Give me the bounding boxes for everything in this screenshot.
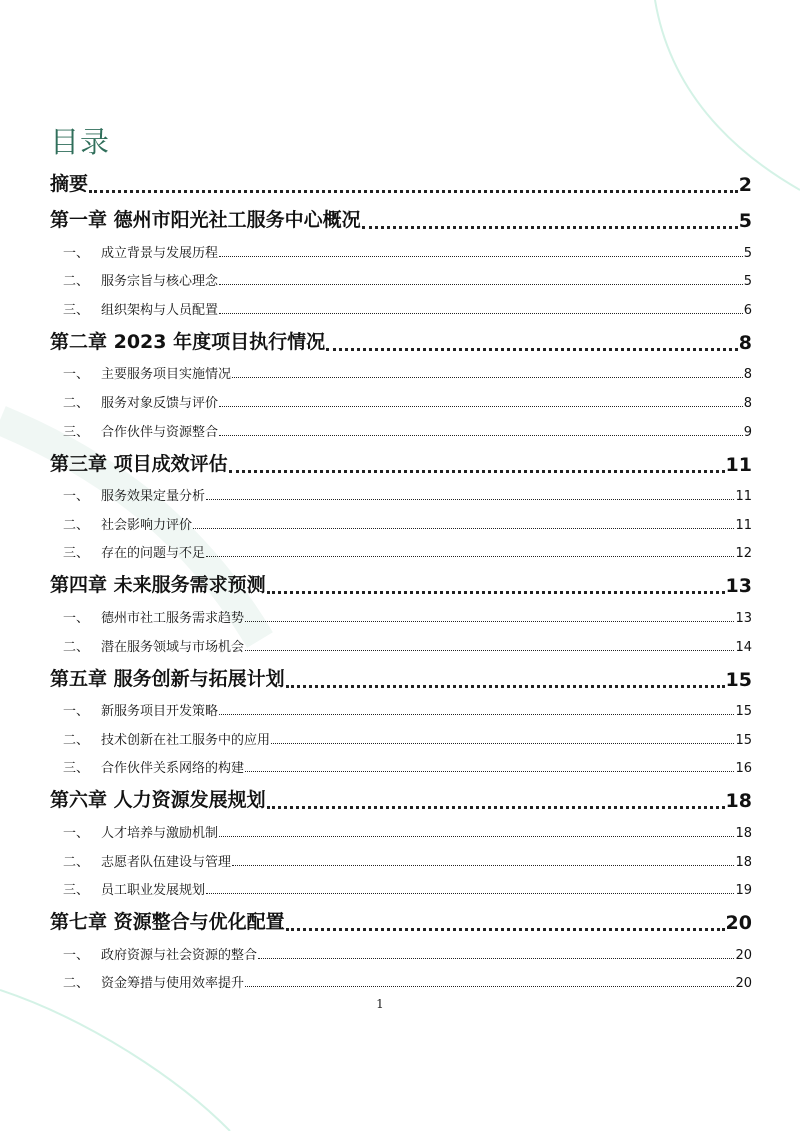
toc-entry-text: 组织架构与人员配置 [101,302,219,318]
toc-entry-title [63,879,205,901]
page-number: 1 [376,997,384,1011]
toc-entry-title [63,972,244,994]
toc-entry-title [50,570,266,600]
toc-dot-leader [362,226,738,229]
toc-entry-prefix: 二、 [63,395,90,411]
toc-entry-title [63,363,231,385]
toc-dot-leader [219,284,743,285]
toc-section-entry[interactable] [50,937,752,966]
toc-entry-title [63,421,218,443]
toc-title: 目录 [50,125,111,159]
toc-dot-leader [206,499,734,500]
toc-dot-leader [219,256,743,257]
toc-entry-prefix: 三、 [63,424,90,440]
toc-entry-prefix: 一、 [63,825,90,841]
toc-dot-leader [258,958,734,959]
toc-entry-title [63,542,205,564]
toc-entry-title [63,299,218,321]
toc-entry-title [63,729,270,751]
toc-entry-text: 员工职业发展规划 [101,883,206,899]
toc-section-entry[interactable] [50,600,752,629]
toc-page-number: 6 [743,302,752,318]
toc-section-entry[interactable] [50,722,752,751]
toc-entry-prefix: 三、 [63,761,90,777]
toc-section-entry[interactable] [50,292,752,321]
toc-entry-text: 第七章 资源整合与优化配置 [50,911,285,934]
toc-section-entry[interactable] [50,751,752,780]
toc-page-number: 5 [738,210,752,232]
toc-page-number: 2 [738,174,752,196]
toc-page-number: 8 [743,367,752,383]
toc-page-number: 5 [743,274,752,290]
toc-dot-leader [245,650,734,651]
toc-entry-title [63,242,218,264]
toc-chapter-entry[interactable] [50,166,752,199]
toc-page-number: 8 [738,331,752,354]
toc-page-number: 18 [725,790,752,813]
toc-page-number: 20 [725,912,752,935]
toc-chapter-entry[interactable] [50,321,752,357]
toc-dot-leader [219,406,743,407]
toc-dot-leader [193,528,734,529]
toc-entry-text: 服务对象反馈与评价 [101,395,219,411]
toc-page-number: 16 [735,761,752,777]
toc-section-entry[interactable] [50,357,752,386]
toc-entry-prefix: 三、 [63,883,90,899]
toc-entry-title [63,700,218,722]
toc-section-entry[interactable] [50,815,752,844]
toc-entry-text: 技术创新在社工服务中的应用 [101,732,271,748]
toc-section-entry[interactable] [50,385,752,414]
toc-entry-text: 潜在服务领域与市场机会 [101,639,245,655]
toc-entry-text: 第四章 未来服务需求预测 [50,574,266,597]
toc-entry-prefix: 三、 [63,302,90,318]
toc-entry-title [50,785,266,815]
toc-entry-text: 人才培养与激励机制 [101,825,219,841]
toc-entry-text: 摘要 [50,173,89,195]
toc-entry-prefix: 一、 [63,367,90,383]
toc-entry-text: 德州市社工服务需求趋势 [101,610,245,626]
toc-entry-title [50,169,88,199]
toc-page-number: 11 [735,517,752,533]
toc-entry-title [50,664,285,694]
toc-entry-title [63,485,205,507]
toc-entry-title [63,757,244,779]
toc-section-entry[interactable] [50,479,752,508]
toc-entry-title [63,944,257,966]
toc-dot-leader [286,685,725,688]
toc-section-entry[interactable] [50,507,752,536]
toc-dot-leader [267,591,725,594]
toc-section-entry[interactable] [50,844,752,873]
toc-entry-prefix: 二、 [63,854,90,870]
toc-section-entry[interactable] [50,873,752,902]
toc-chapter-entry[interactable] [50,779,752,815]
toc-entry-title [50,907,285,937]
toc-page-number: 13 [735,610,752,626]
toc-entry-title [63,636,244,658]
toc-entry-prefix: 二、 [63,639,90,655]
toc-page-number: 15 [735,732,752,748]
toc-entry-prefix: 一、 [63,610,90,626]
toc-dot-leader [245,986,734,987]
toc-dot-leader [267,806,725,809]
toc-dot-leader [326,348,738,351]
toc-page-number: 11 [735,489,752,505]
toc-page-number: 20 [735,976,752,992]
toc-dot-leader [219,313,743,314]
toc-entry-title [63,607,244,629]
toc-page-number: 19 [735,883,752,899]
toc-section-entry[interactable] [50,235,752,264]
toc-dot-leader [271,743,734,744]
toc-entry-text: 政府资源与社会资源的整合 [101,947,258,963]
toc-entry-prefix: 二、 [63,732,90,748]
toc-chapter-entry[interactable] [50,443,752,479]
toc-entry-text: 第五章 服务创新与拓展计划 [50,667,285,690]
toc-dot-leader [219,714,734,715]
toc-section-entry[interactable] [50,966,752,995]
toc-chapter-entry[interactable] [50,658,752,694]
toc-chapter-entry[interactable] [50,564,752,600]
toc-entry-prefix: 二、 [63,976,90,992]
toc-entry-text: 服务效果定量分析 [101,489,206,505]
toc-entry-title [50,327,325,357]
toc-page-number: 18 [735,854,752,870]
toc-dot-leader [286,928,725,931]
toc-entry-title [63,822,218,844]
toc-dot-leader [232,865,734,866]
toc-dot-leader [206,893,734,894]
toc-dot-leader [206,556,734,557]
toc-entry-text: 主要服务项目实施情况 [101,367,232,383]
toc-entry-text: 合作伙伴关系网络的构建 [101,761,245,777]
toc-page-number: 15 [725,668,752,691]
toc-entry-prefix: 一、 [63,489,90,505]
toc-dot-leader [229,470,725,473]
toc-dot-leader [245,771,734,772]
toc-entry-text: 服务宗旨与核心理念 [101,274,219,290]
toc-entry-prefix: 二、 [63,274,90,290]
toc-entry-text: 社会影响力评价 [101,517,193,533]
toc-entry-title [63,270,218,292]
toc-entry-prefix: 一、 [63,704,90,720]
toc-page-number: 8 [743,395,752,411]
toc-entry-text: 志愿者队伍建设与管理 [101,854,232,870]
toc-entry-text: 资金筹措与使用效率提升 [101,976,245,992]
toc-section-entry[interactable] [50,264,752,293]
toc-dot-leader [219,836,734,837]
toc-entry-text: 第六章 人力资源发展规划 [50,789,266,812]
toc-section-entry[interactable] [50,536,752,565]
toc-entry-title [50,449,228,479]
toc-dot-leader [232,377,743,378]
toc-dot-leader [89,190,738,193]
toc-entry-text: 存在的问题与不足 [101,546,206,562]
toc-page-number: 15 [735,704,752,720]
toc-entry-prefix: 二、 [63,517,90,533]
toc-page [50,122,752,994]
toc-section-entry[interactable] [50,629,752,658]
toc-section-entry[interactable] [50,414,752,443]
toc-page-number: 12 [735,546,752,562]
toc-dot-leader [245,621,734,622]
toc-page-number: 20 [735,947,752,963]
toc-dot-leader [219,435,743,436]
toc-section-entry[interactable] [50,694,752,723]
toc-page-number: 14 [735,639,752,655]
toc-page-number: 11 [725,453,752,476]
toc-entry-prefix: 一、 [63,245,90,261]
toc-page-number: 9 [743,424,752,440]
toc-entry-title [63,851,231,873]
toc-entry-text: 第三章 项目成效评估 [50,452,228,475]
toc-list [50,166,752,994]
toc-entry-text: 合作伙伴与资源整合 [101,424,219,440]
toc-entry-text: 第一章 德州市阳光社工服务中心概况 [50,209,361,231]
toc-page-number: 13 [725,575,752,598]
toc-entry-text: 第二章 2023 年度项目执行情况 [50,330,326,353]
toc-chapter-entry[interactable] [50,199,752,235]
toc-entry-text: 成立背景与发展历程 [101,245,219,261]
toc-entry-text: 新服务项目开发策略 [101,704,219,720]
toc-page-number: 5 [743,245,752,261]
toc-entry-prefix: 三、 [63,546,90,562]
toc-entry-prefix: 一、 [63,947,90,963]
toc-page-number: 18 [735,825,752,841]
toc-entry-title [50,205,361,235]
toc-entry-title [63,514,192,536]
toc-chapter-entry[interactable] [50,901,752,937]
toc-entry-title [63,392,218,414]
